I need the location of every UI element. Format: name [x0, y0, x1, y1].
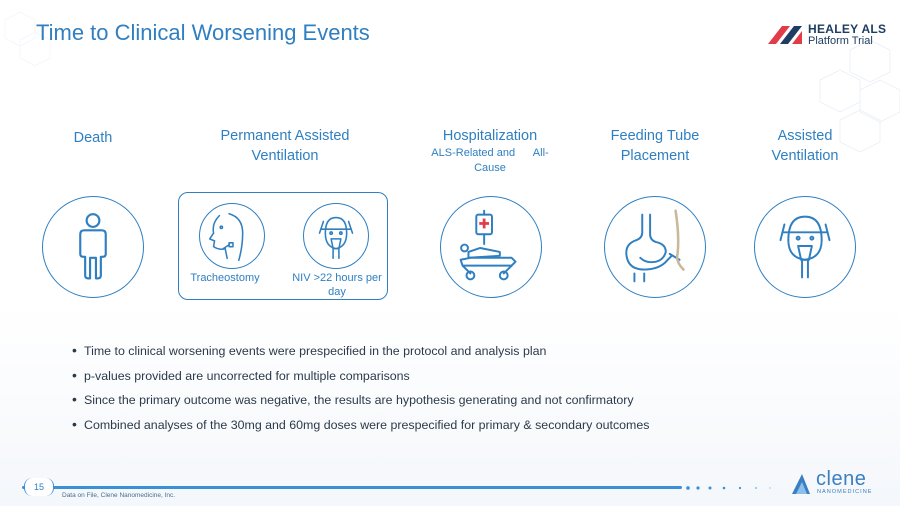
- page-number: 15: [24, 478, 54, 496]
- death-title-text: Death: [73, 130, 113, 146]
- hospitalization-sub-line1: ALS-Related and All-: [431, 147, 549, 159]
- healey-logo: [768, 22, 888, 46]
- category-death-title: [60, 128, 126, 148]
- bullet-item: • Combined analyses of the 30mg and 60mg doses were prespecified for primary & secondary outcomes: [72, 416, 792, 441]
- healey-logo-mark-icon: [768, 22, 804, 44]
- feeding-tube-title-line1: Feeding Tube: [610, 128, 700, 144]
- category-pav-title: [190, 126, 380, 166]
- pav-group-box: [178, 192, 388, 300]
- tracheostomy-icon: [200, 204, 264, 268]
- slide-title: Time to Clinical Worsening Events: [36, 20, 370, 45]
- feeding-tube-circle: [604, 196, 706, 298]
- assisted-ventilation-title-line1: Assisted: [777, 128, 833, 144]
- healey-logo-line1: HEALEY ALS: [808, 22, 887, 36]
- healey-logo-line2: Platform Trial: [808, 35, 873, 47]
- assisted-ventilation-circle: [754, 196, 856, 298]
- clene-logo: [790, 470, 890, 500]
- category-assisted-ventilation-title: [755, 126, 855, 166]
- clene-logo-sub: NANOMEDICINE: [817, 489, 873, 495]
- niv-label-line2: day: [328, 286, 346, 298]
- category-feeding-tube-title: [595, 126, 715, 166]
- hospital-bed-icon: [441, 197, 541, 297]
- niv-mask-icon: [304, 204, 368, 268]
- pav-title-line1: Permanent Assisted: [220, 128, 350, 144]
- ventilation-mask-icon: [755, 197, 855, 297]
- bullet-item: • Time to clinical worsening events were prespecified in the protocol and analysis plan: [72, 342, 792, 367]
- tracheostomy-label: Tracheostomy: [190, 272, 260, 284]
- footer-line: [22, 486, 682, 489]
- niv-circle: [303, 203, 369, 269]
- feeding-tube-icon: [605, 197, 705, 297]
- category-hospitalization-title: [410, 126, 570, 176]
- pav-title-line2: Ventilation: [251, 148, 319, 164]
- niv-label-line1: NIV >22 hours per: [292, 272, 382, 284]
- death-circle: [42, 196, 144, 298]
- footer-dots-icon: [684, 485, 774, 491]
- hospitalization-circle: [440, 196, 542, 298]
- bullet-item: • Since the primary outcome was negative, the results are hypothesis generating and not confirmatory: [72, 391, 792, 416]
- niv-label: [287, 271, 387, 299]
- footnote: Data on File, Clene Nanomedicine, Inc.: [62, 492, 176, 499]
- hospitalization-sub-line2: Cause: [474, 162, 506, 174]
- clene-logo-name: clene: [816, 468, 867, 490]
- bullet-item: • p-values provided are uncorrected for multiple comparisons: [72, 367, 792, 392]
- person-icon: [43, 197, 143, 297]
- bullet-list: [72, 342, 792, 440]
- tracheostomy-circle: [199, 203, 265, 269]
- clene-logo-mark-icon: [790, 472, 812, 496]
- assisted-ventilation-title-line2: Ventilation: [771, 148, 839, 164]
- feeding-tube-title-line2: Placement: [620, 148, 690, 164]
- hospitalization-title-text: Hospitalization: [442, 128, 538, 144]
